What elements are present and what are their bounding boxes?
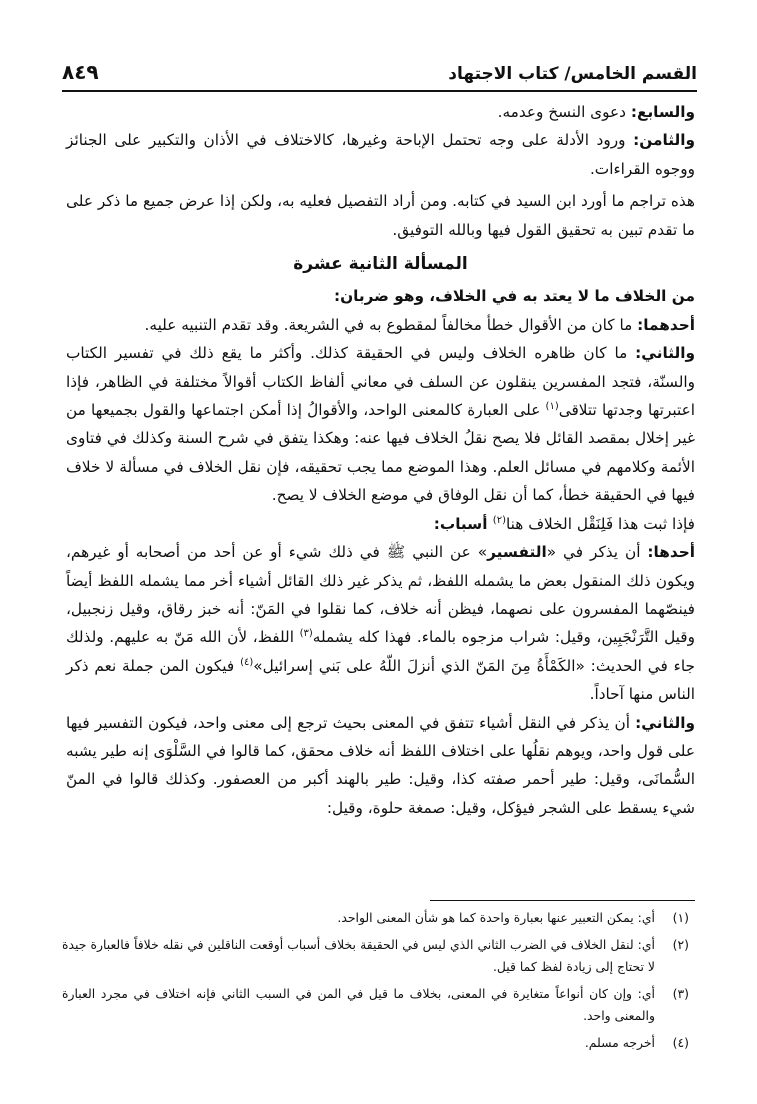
paragraph-eighth (66, 126, 695, 183)
footnote-ref[interactable]: (٢) (492, 514, 506, 526)
paragraph-label: والثاني: (635, 344, 695, 363)
paragraph-first-type (66, 311, 695, 339)
paragraph-second-type (66, 339, 695, 509)
paragraph-label: والثامن: (633, 131, 695, 150)
running-header (62, 58, 697, 92)
paragraph-seventh (66, 98, 695, 126)
page-number: ٨٤٩ (62, 60, 99, 84)
footnote (62, 934, 695, 978)
paragraph-text: هذه تراجم ما أورد ابن السيد في كتابه. ومن أراد التفصيل فعليه به، ولكن إذا عرض جميع ما ذكر على ما تقدم تبين به تحقيق القول فيها وبالله التوفيق. (66, 192, 695, 239)
footnote-ref[interactable]: (٤) (240, 656, 254, 668)
footnote-number: (١) (672, 910, 689, 925)
footnote (62, 1032, 695, 1054)
paragraph-text: أسباب: (433, 514, 493, 533)
section-subheading: من الخلاف ما لا يعتد به في الخلاف، وهو ضربان: (333, 287, 695, 306)
footnote-number: (٣) (672, 986, 689, 1001)
paragraph-text: » عن النبي ﷺ في ذلك شيء أو عن أحد من أصحابه أو غيرهم، ويكون ذلك المنقول بعض ما يشمله اللفظ، ثم يذكر غير ذلك القائل أشياء أخر مما يشمله اللفظ أيضاً فينصّهما المفسرون على نصهما، فيظن أنه خلاف، كما نقلوا في المَنّ: أنه خبز رقاق، وقيل زنجبيل، وقيل التَّرَنْجَبِين، وقيل: شراب مزجوه بالماء. فهذا كله يشمله (66, 543, 695, 647)
paragraph-summary (66, 187, 695, 244)
footnote-number: (٢) (672, 937, 689, 952)
paragraph-label: أحدهما: (637, 315, 695, 334)
paragraph-text: فيكون المن جملة نعم ذكر الناس منها آحاداً. (66, 656, 695, 704)
footnote-text: أي: يمكن التعبير عنها بعبارة واحدة كما هو شأن المعنى الواحد. (337, 910, 655, 925)
footnote-text: أي: لنقل الخلاف في الضرب الثاني الذي ليس في الحقيقة بخلاف أسباب أوقعت الناقلين في نقله خلافاً فالعبارة جيدة لا تحتاج إلى زيادة لفظ كما قيل. (62, 937, 655, 974)
paragraph-text: ما كان ظاهره الخلاف وليس في الحقيقة كذلك. وأكثر ما يقع ذلك في تفسير الكتاب والسنّة، فتجد المفسرين ينقلون عن السلف في معاني ألفاظ الكتاب أقوالاً مختلفة في الظاهر، فإذا اعتبرتها وجدتها تتلاقى (66, 344, 695, 420)
paragraph-text: على العبارة كالمعنى الواحد، والأقوالُ إذا أمكن اجتماعها والقول بجميعها من غير إخلال بمقصد القائل فلا يصح نقلُ الخلاف فيها عنه: وهكذا يتفق في شرح السنة وكذلك في فتاوى الأئمة وكلامهم في مسائل العلم. وهذا الموضع مما يجب تحقيقه، فإن نقل الخلاف في مسألة لا خلاف فيها في الحقيقة خطأ، كما أن نقل الوفاق في موضع الخلاف لا يصح. (66, 401, 695, 505)
footnote-text: أي: وإن كان أنواعاً متغايرة في المعنى، بخلاف ما قيل في المن في السبب الثاني فإنه اختلاف في مجرد العبارة والمعنى واحد. (62, 986, 655, 1023)
section-heading: المسألة الثانية عشرة (293, 254, 468, 275)
paragraph-label: والسابع: (630, 103, 695, 121)
main-text (66, 98, 695, 822)
paragraph-cause-one (66, 538, 695, 708)
header-title: القسم الخامس/ كتاب الاجتهاد (448, 64, 697, 84)
footnote-text: أخرجه مسلم. (584, 1035, 655, 1050)
footnote-ref[interactable]: (٣) (299, 628, 313, 640)
paragraph-text: فإذا ثبت هذا فَلِنَقْل الخلاف هنا (505, 514, 695, 533)
paragraph-text: أن يذكر في « (546, 543, 648, 562)
paragraph-label: أحدها: (647, 543, 695, 562)
paragraph-text: ما كان من الأقوال خطأ مخالفاً لمقطوع به في الشريعة. وقد تقدم التنبيه عليه. (144, 315, 638, 334)
footnote-ref[interactable]: (١) (545, 400, 559, 412)
paragraph-cause-two (66, 709, 695, 823)
paragraph-label: والثاني: (635, 713, 695, 732)
paragraph-causes (66, 510, 695, 538)
paragraph-text: ورود الأدلة على وجه تحتمل الإباحة وغيرها، كالاختلاف في الأذان والتكبير على الجنائز ووجوه القراءات. (66, 131, 695, 178)
footnote (62, 983, 695, 1027)
footnote (62, 907, 695, 929)
footnote-divider (430, 900, 695, 901)
footnote-number: (٤) (672, 1035, 689, 1050)
paragraph-text: دعوى النسخ وعدمه. (497, 103, 631, 121)
footnotes (62, 900, 695, 1059)
paragraph-bold-term: التفسير (487, 543, 547, 562)
paragraph-text: أن يذكر في النقل أشياء تتفق في المعنى بحيث ترجع إلى معنى واحد، فيكون التفسير فيها على قول واحد، ويوهم نقلُها على اختلاف اللفظ أنه خلاف محقق، كما قالوا في السَّلْوَى إنه طير يشبه السُّمانَى، وقيل: طير أحمر صفته كذا، وقيل: طير بالهند أكبر من العصفور. وكذلك قالوا في المنّ شيء يسقط على الشجر فيؤكل، وقيل: صمغة حلوة، وقيل: (66, 713, 695, 817)
paragraph-text: اللفظ، لأن الله مَنّ به عليهم. ولذلك جاء في الحديث: «الكَمْأَةُ مِنَ المَنّ الذي أنزلَ اللّهُ على بَني إسرائيل» (66, 628, 695, 675)
